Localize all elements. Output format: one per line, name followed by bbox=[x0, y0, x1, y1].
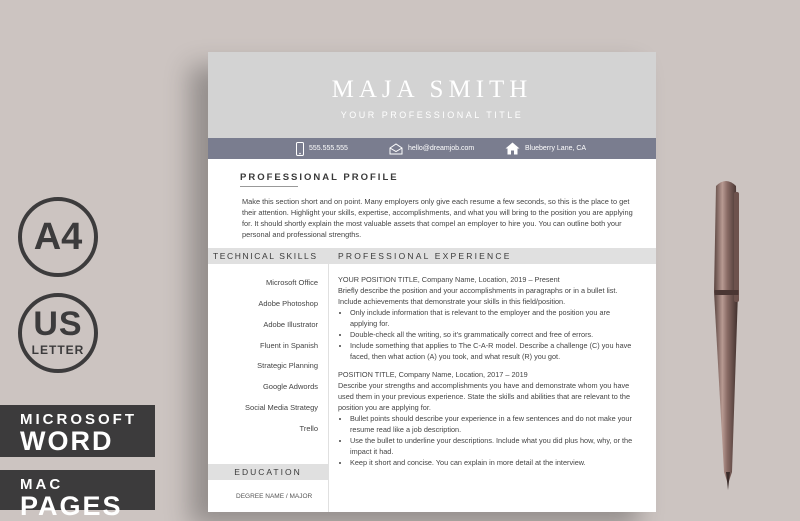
a4-label: A4 bbox=[33, 216, 83, 258]
contact-phone bbox=[296, 138, 348, 159]
section-bar bbox=[208, 248, 656, 264]
job-bullet: • Only include information that is relevant to the employer and the position you are applying for. bbox=[350, 307, 638, 329]
contact-email bbox=[389, 138, 474, 159]
job-header: POSITION TITLE, Company Name, Location, 2017 – 2019 bbox=[338, 370, 528, 379]
address-text: Blueberry Lane, CA bbox=[525, 145, 587, 152]
mac-label: MAC bbox=[20, 476, 64, 493]
pages-label: PAGES bbox=[20, 491, 123, 521]
job-header: YOUR POSITION TITLE, Company Name, Location, 2019 – Present bbox=[338, 275, 560, 284]
education-degree: DEGREE NAME / MAJOR bbox=[236, 493, 313, 500]
skill-item: Microsoft Office bbox=[266, 278, 318, 287]
skill-item: Strategic Planning bbox=[257, 361, 318, 370]
home-icon bbox=[505, 142, 520, 155]
job-bullet: • Keep it short and concise. You can explain in more detail at the interview. bbox=[350, 457, 638, 468]
word-label: WORD bbox=[20, 426, 114, 456]
letter-label: LETTER bbox=[31, 343, 85, 357]
job-bullet: • Double-check all the writing, so it’s grammatically correct and free of errors. bbox=[350, 329, 638, 340]
experience-section bbox=[338, 274, 638, 468]
a4-badge bbox=[18, 197, 98, 277]
resume-page bbox=[208, 52, 656, 512]
mac-pages-tag bbox=[0, 470, 155, 521]
skill-item: Trello bbox=[299, 424, 318, 433]
contact-address bbox=[505, 138, 586, 159]
phone-text: 555.555.555 bbox=[309, 145, 348, 152]
job-bullets bbox=[338, 413, 638, 468]
job-bullet: • Bullet points should describe your experience in a few sentences and do not make your resume read like a job description. bbox=[350, 413, 638, 435]
resume-name: MAJA SMITH bbox=[331, 76, 533, 103]
microsoft-word-tag bbox=[0, 405, 155, 457]
contact-bar bbox=[208, 138, 656, 159]
skill-item: Social Media Strategy bbox=[245, 403, 318, 412]
profile-divider bbox=[240, 186, 298, 187]
education-heading: EDUCATION bbox=[208, 464, 328, 480]
job-bullet: • Include something that applies to The C-A-R model. Describe a challenge (C) you have faced, then what action (A) you took, and what result (R) you got. bbox=[350, 340, 638, 362]
resume-header bbox=[208, 52, 656, 138]
job-description: Describe your strengths and accomplishments you have and demonstrate whom you have used them in your previous experience. State the skills and abilities that are relevant to the position you are applying for. bbox=[338, 381, 631, 412]
phone-icon bbox=[296, 142, 304, 156]
pen-image bbox=[700, 172, 760, 492]
skill-item: Google Adwords bbox=[262, 382, 318, 391]
job-bullet: • Use the bullet to underline your descriptions. Include what you did plus how, why, or the impact it had. bbox=[350, 435, 638, 457]
microsoft-label: MICROSOFT bbox=[20, 411, 137, 428]
skill-item: Adobe Photoshop bbox=[258, 299, 318, 308]
profile-text: Make this section short and on point. Many employers only give each resume a few seconds, so this is the place to get their attention. Highlight your skills, expertise, accomplishments, and what you will bring to the position you are applying for. It should shortly explain the most valuable assets that compel an employer to hire you. You can outline both your personal and professional strengths. bbox=[242, 197, 633, 239]
experience-heading: PROFESSIONAL EXPERIENCE bbox=[338, 251, 512, 261]
resume-title: YOUR PROFESSIONAL TITLE bbox=[340, 110, 524, 120]
profile-heading: PROFESSIONAL PROFILE bbox=[240, 172, 399, 183]
job-description: Briefly describe the position and your accomplishments in paragraphs or in a bullet list. Include achievements that demonstrate your skills in this field/position. bbox=[338, 286, 618, 306]
email-text: hello@dreamjob.com bbox=[408, 145, 475, 152]
us-letter-badge bbox=[18, 293, 98, 373]
us-label: US bbox=[33, 305, 83, 343]
job-bullets bbox=[338, 307, 638, 362]
skill-item: Fluent in Spanish bbox=[260, 341, 318, 350]
skill-item: Adobe Illustrator bbox=[263, 320, 318, 329]
email-icon bbox=[389, 143, 403, 155]
skills-heading: TECHNICAL SKILLS bbox=[213, 251, 318, 261]
